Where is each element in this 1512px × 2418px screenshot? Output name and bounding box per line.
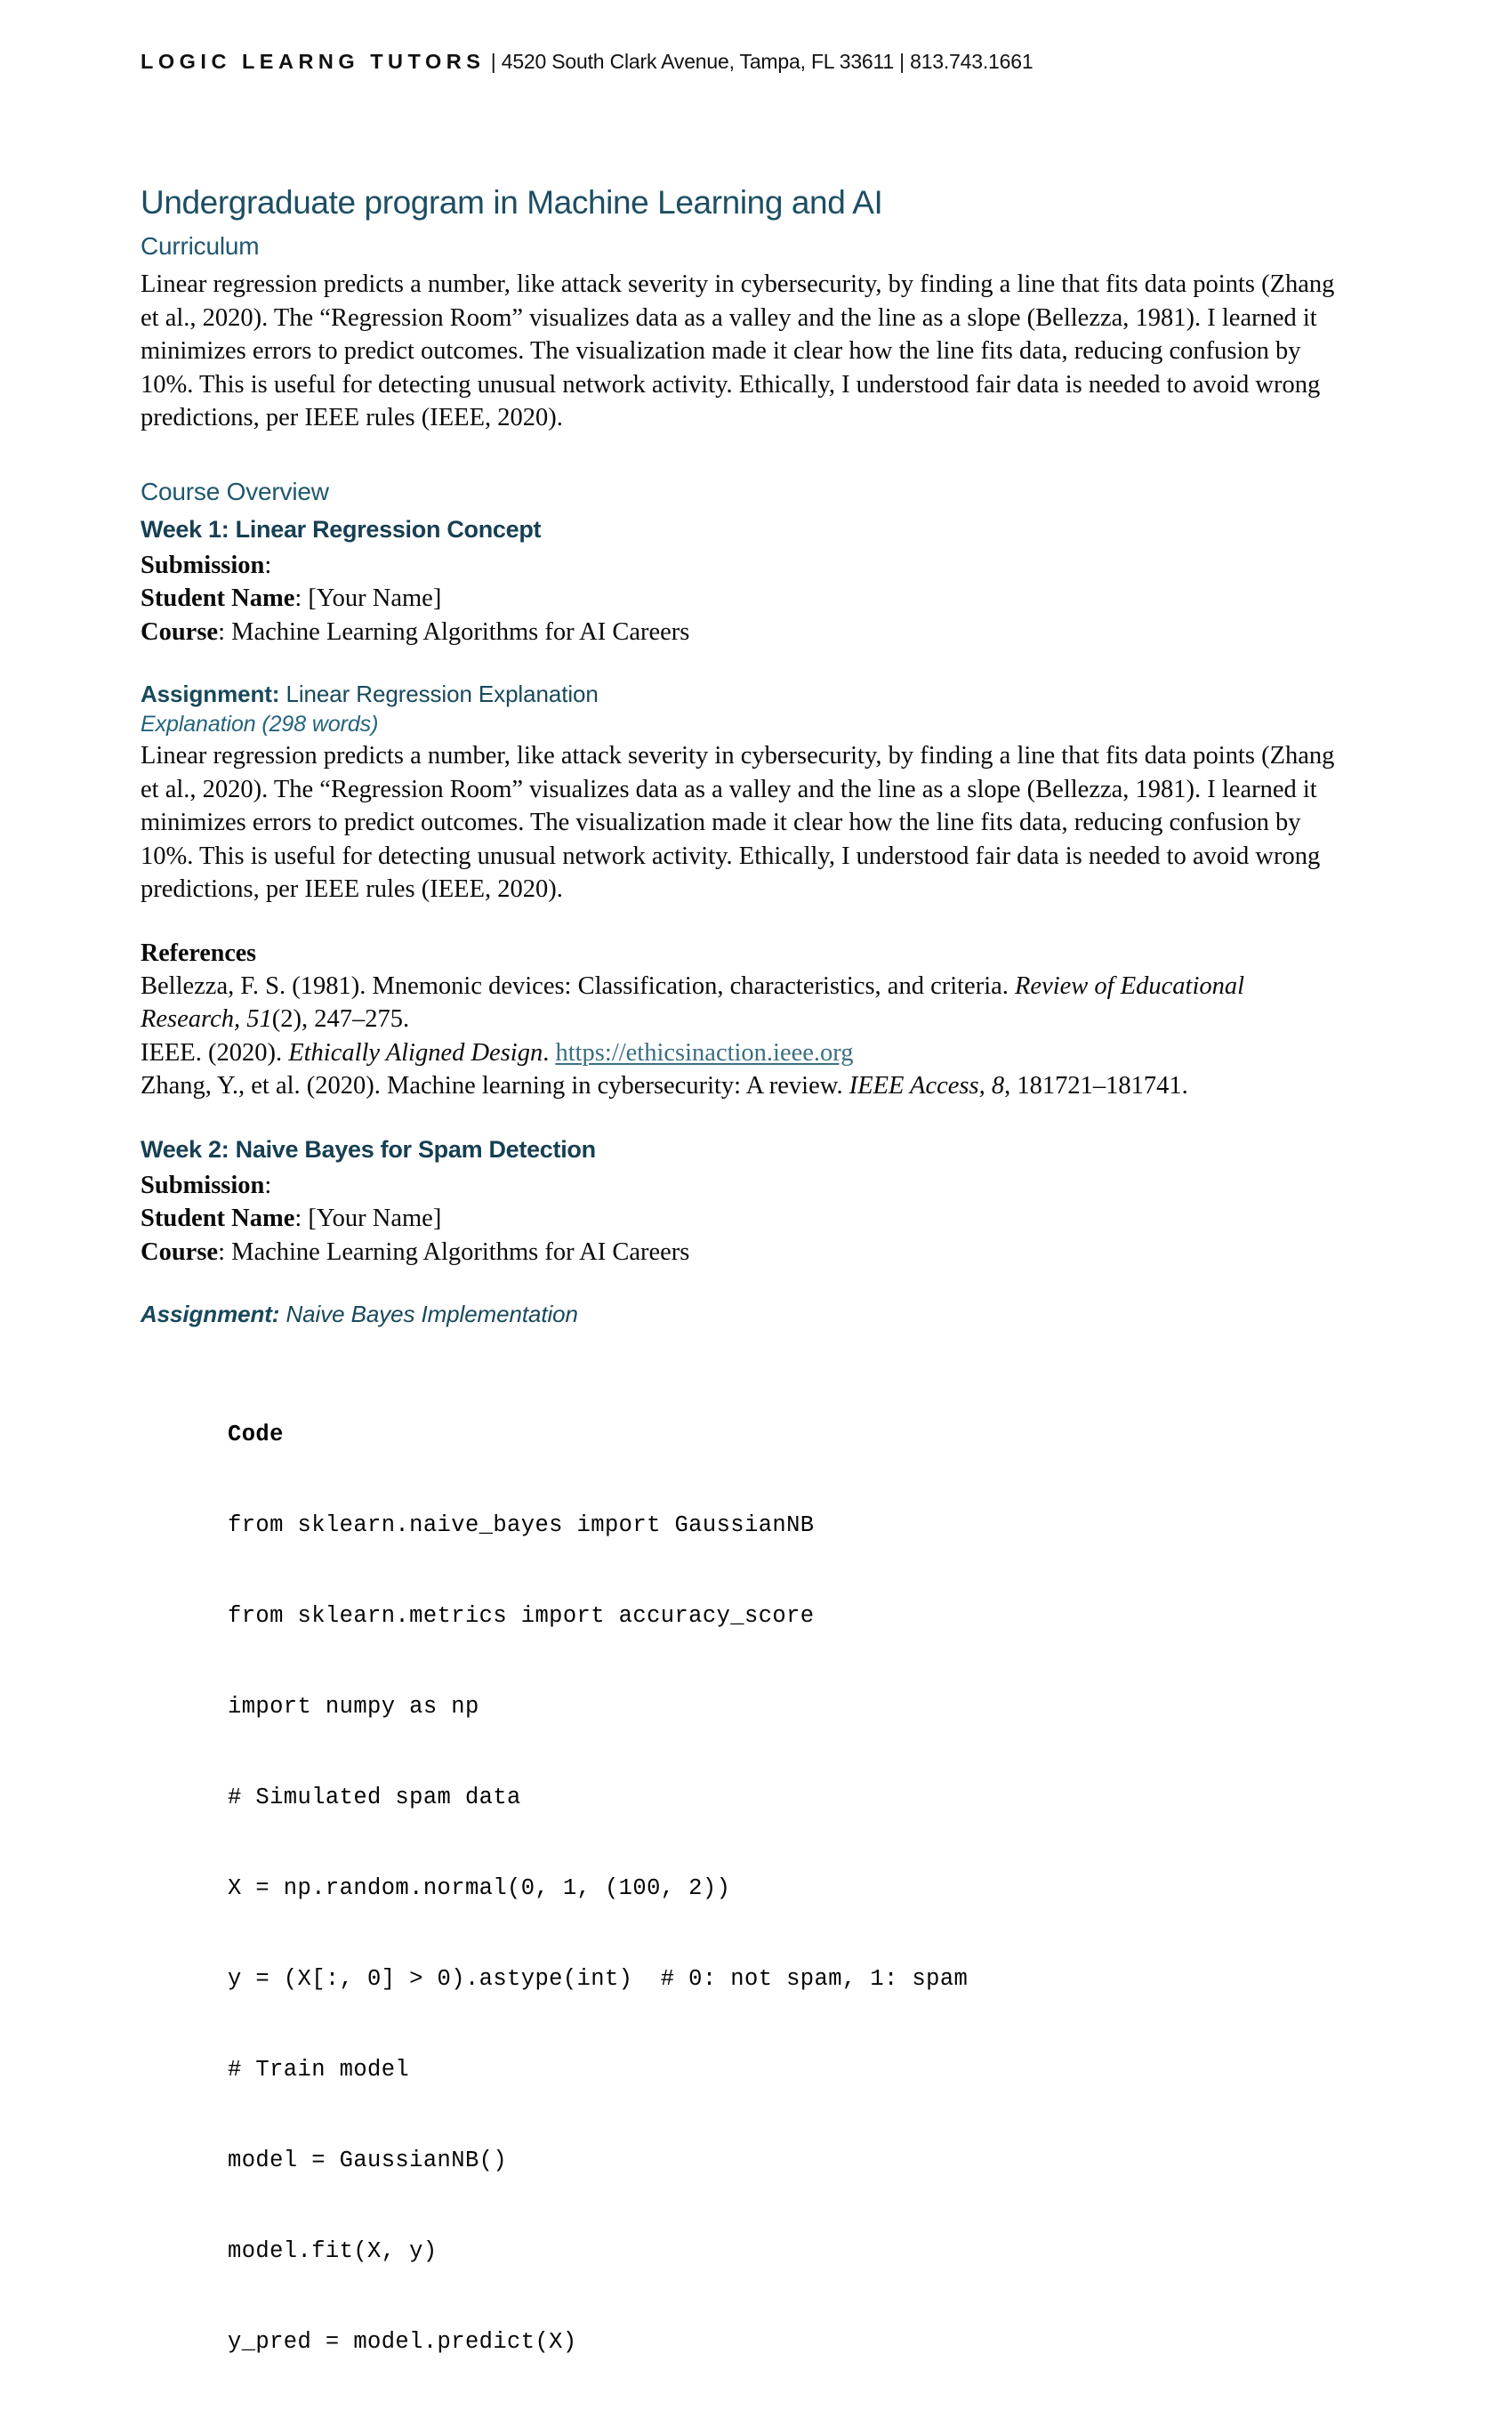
week1-assignment-value: Linear Regression Explanation <box>279 681 599 707</box>
week1-course-line <box>141 616 1341 649</box>
week2-assignment-value: Naive Bayes Implementation <box>279 1301 578 1327</box>
week1-references-heading: References <box>141 939 257 967</box>
week1-explanation-note: Explanation (298 words) <box>141 712 379 737</box>
week1-explanation-paragraph: Linear regression predicts a number, like attack severity in cybersecurity, by finding a line that fits data points (Zhang et al., 2020). The “Regression Room” visualizes data as a valley and the line as a slope (Bellezza, 1981). I learned it minimizes errors to predict outcomes. The visualization made it clear how the line fits data, reducing confusion by 10%. This is useful for detecting unusual network activity. Ethically, I understood fair data is needed to avoid wrong predictions, per IEEE rules (IEEE, 2020). <box>141 742 1335 903</box>
week2-submission-colon: : <box>264 1171 272 1199</box>
letterhead-contact-info: | 4520 South Clark Avenue, Tampa, FL 33611 | 813.743.1661 <box>490 50 1033 73</box>
week1-student-name-label: Student Name <box>141 584 295 612</box>
week2-heading: Week 2: Naive Bayes for Spam Detection <box>141 1135 596 1163</box>
reference-link[interactable]: https://ethicsinaction.ieee.org <box>555 1038 854 1067</box>
reference-item <box>141 1036 1341 1070</box>
week1-submission-colon: : <box>264 551 272 579</box>
letterhead-brand: LOGIC LEARNG TUTORS <box>141 50 486 73</box>
week2-student-name-label: Student Name <box>141 1205 295 1232</box>
code-line: # Train model <box>228 2057 410 2083</box>
week2-student-name-line <box>141 1202 1341 1236</box>
code-line: y = (X[:, 0] > 0).astype(int) # 0: not spam, 1: spam <box>228 1966 969 1992</box>
code-line: import numpy as np <box>228 1694 479 1720</box>
week1-course-label: Course <box>141 617 219 646</box>
reference-text-tail: (2), 247–275. <box>271 1005 410 1033</box>
reference-italic: IEEE Access, 8 <box>848 1072 1005 1100</box>
code-line: # Simulated spam data <box>228 1785 521 1810</box>
code-line: model = GaussianNB() <box>228 2148 508 2173</box>
reference-text-tail: . <box>543 1038 556 1067</box>
week2-assignment-line <box>141 1299 1341 1329</box>
week2-submission-block <box>141 1169 1341 1269</box>
section-heading-course-overview: Course Overview <box>141 477 329 505</box>
curriculum-paragraph: Linear regression predicts a number, like attack severity in cybersecurity, by finding a line that fits data points (Zhang et al., 2020). The “Regression Room” visualizes data as a valley and the line as a slope (Bellezza, 1981). I learned it minimizes errors to predict outcomes. The visualization made it clear how the line fits data, reducing confusion by 10%. This is useful for detecting unusual network activity. Ethically, I understood fair data is needed to avoid wrong predictions, per IEEE rules (IEEE, 2020). <box>141 270 1335 431</box>
week2-assignment-label: Assignment: <box>141 1301 280 1327</box>
week2-submission-line <box>141 1169 1341 1203</box>
week2-course-line <box>141 1236 1341 1269</box>
code-block <box>228 1359 1341 2418</box>
week1-submission-block <box>141 549 1341 649</box>
reference-text: Bellezza, F. S. (1981). Mnemonic devices: Classification, characteristics, and criteria. <box>141 971 1016 1000</box>
week1-course-value: : Machine Learning Algorithms for AI Careers <box>218 617 690 646</box>
week1-student-name-line <box>141 582 1341 616</box>
reference-text: Zhang, Y., et al. (2020). Machine learning in cybersecurity: A review. <box>141 1072 849 1100</box>
week1-submission-line <box>141 549 1341 583</box>
code-line: from sklearn.metrics import accuracy_score <box>228 1603 815 1629</box>
week1-heading: Week 1: Linear Regression Concept <box>141 515 542 543</box>
letterhead <box>141 48 1386 75</box>
week1-assignment-label: Assignment: <box>141 681 280 707</box>
reference-item <box>141 1069 1341 1103</box>
code-line: from sklearn.naive_bayes import GaussianNB <box>228 1512 815 1538</box>
reference-italic: Ethically Aligned Design <box>288 1038 543 1067</box>
week2-submission-label: Submission <box>141 1171 265 1199</box>
reference-text: IEEE. (2020). <box>141 1038 289 1067</box>
reference-item <box>141 970 1341 1036</box>
reference-text-tail: , 181721–181741. <box>1004 1072 1188 1100</box>
document-content <box>141 182 1341 2418</box>
week1-submission-label: Submission <box>141 551 265 579</box>
week2-student-name-value: : [Your Name] <box>294 1205 442 1232</box>
week1-student-name-value: : [Your Name] <box>294 584 442 612</box>
week1-assignment-line <box>141 679 1341 709</box>
code-line: y_pred = model.predict(X) <box>228 2329 577 2355</box>
code-line: model.fit(X, y) <box>228 2238 438 2264</box>
code-line: X = np.random.normal(0, 1, (100, 2)) <box>228 1875 731 1901</box>
reference-italic: Review of Educational Research, 51 <box>141 971 1245 1033</box>
week2-course-label: Course <box>141 1237 219 1266</box>
code-block-title: Code <box>228 1422 284 1447</box>
section-heading-curriculum: Curriculum <box>141 232 260 260</box>
week2-course-value: : Machine Learning Algorithms for AI Careers <box>218 1237 690 1266</box>
page-title: Undergraduate program in Machine Learning and AI <box>141 184 883 221</box>
